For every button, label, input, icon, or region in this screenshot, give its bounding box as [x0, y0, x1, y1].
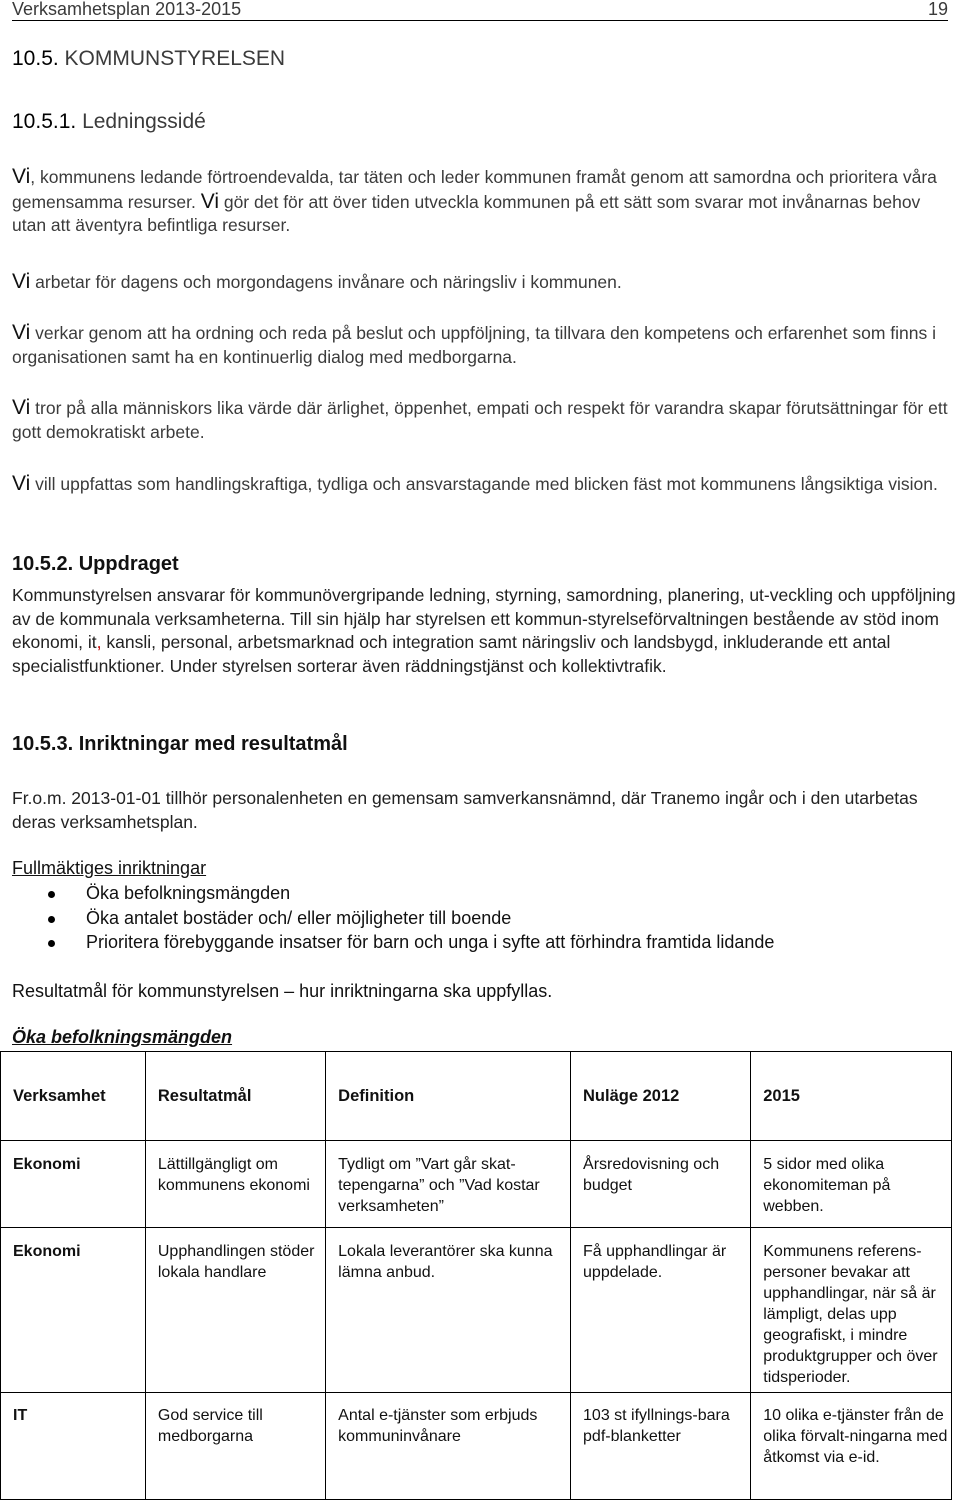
fullmaktige-heading: Fullmäktiges inriktningar	[12, 858, 207, 878]
table-cell: Antal e-tjänster som erbjuds kommuninvånare	[326, 1393, 571, 1500]
table-cell: 5 sidor med olika ekonomiteman på webben.	[751, 1141, 952, 1228]
vision-paragraph: Vi arbetar för dagens och morgondagens invånare och näringsliv i kommunen.	[12, 270, 622, 293]
document-title: Verksamhetsplan 2013-2015	[12, 0, 242, 19]
vision-paragraph: Vi vill uppfattas som handlingskraftiga, tydliga och ansvarstagande med blicken fäst mot kommunens långsiktiga vision.	[12, 472, 938, 495]
heading-kommunstyrelsen: 10.5. KOMMUNSTYRELSEN	[12, 47, 286, 70]
table-cell: Ekonomi	[1, 1228, 146, 1393]
resultatmal-line: Resultatmål för kommunstyrelsen – hur inriktningarna ska uppfyllas.	[12, 981, 553, 1001]
table-cell: God service till medborgarna	[145, 1393, 325, 1500]
column-header: Resultatmål	[145, 1052, 325, 1141]
table-cell: Årsredovisning och budget	[571, 1141, 751, 1228]
table-cell: Lokala leverantörer ska kunna lämna anbud.	[326, 1228, 571, 1393]
header-rule	[12, 20, 948, 21]
column-header: Definition	[326, 1052, 571, 1141]
table-cell: Upphandlingen stöder lokala handlare	[145, 1228, 325, 1393]
heading-uppdraget: 10.5.2. Uppdraget	[12, 553, 179, 575]
column-header: Verksamhet	[1, 1052, 146, 1141]
table-row	[1, 1393, 952, 1500]
heading-inriktningar: 10.5.3. Inriktningar med resultatmål	[12, 733, 348, 755]
table-cell: 103 st ifyllnings-bara pdf-blanketter	[571, 1393, 751, 1500]
table-row	[1, 1228, 952, 1393]
bullet-icon	[48, 940, 55, 947]
table-cell: Kommunens referens-personer bevakar att upphandlingar, när så är lämpligt, delas upp geografiskt, i mindre produktgrupper och över tidsperioder.	[751, 1228, 952, 1393]
heading-ledningsside: 10.5.1. Ledningssidé	[12, 110, 206, 133]
goals-table	[0, 1051, 952, 1500]
page-number: 19	[927, 0, 948, 19]
table-cell: Tydligt om ”Vart går skat-tepengarna” och ”Vad kostar verksamheten”	[326, 1141, 571, 1228]
table-cell: Ekonomi	[1, 1141, 146, 1228]
table-cell: Lättillgängligt om kommunens ekonomi	[145, 1141, 325, 1228]
vision-paragraph: Vi verkar genom att ha ordning och reda på beslut och uppföljning, ta tillvara den kompetens och erfarenhet som finns i organisationen samt ha en kontinuerlig dialog med medborgarna.	[12, 321, 936, 367]
table-cell: Få upphandlingar är uppdelade.	[571, 1228, 751, 1393]
bullet-icon	[48, 916, 55, 923]
page-header	[12, 0, 948, 22]
vision-paragraph: Vi tror på alla människors lika värde där ärlighet, öppenhet, empati och respekt för varandra skapar förutsättningar för ett gott demokratiskt arbete.	[12, 396, 948, 442]
table-header-row	[1, 1052, 952, 1141]
column-header: Nuläge 2012	[571, 1052, 751, 1141]
vision-paragraph: Vi, kommunens ledande förtroendevalda, tar täten och leder kommunen framåt genom att samordna och prioritera våra gemensamma resurser. Vi gör det för att över tiden utveckla kommunen på ett sätt som svarar mot invånarnas behov utan att äventyra befintliga resurser.	[12, 165, 937, 235]
inriktningar-paragraph: Fr.o.m. 2013-01-01 tillhör personalenheten en gemensam samverkansnämnd, där Tranemo ingår och i den utarbetas deras verksamhetsplan.	[12, 788, 918, 832]
uppdraget-paragraph: Kommunstyrelsen ansvarar för kommunövergripande ledning, styrning, samordning, planering, ut-veckling och uppföljning av de kommunala verksamheterna. Till sin hjälp har styrelsen ett kommun-styrelseförvaltningen bestående av stöd inom ekonomi, it, kansli, personal, arbetsmarknad och integration samt näringsliv och landsbygd, inkluderande ett antal specialistfunktioner. Under styrelsen sorterar även räddningstjänst och kollektivtrafik.	[12, 585, 956, 676]
table-row	[1, 1141, 952, 1228]
bullet-icon	[48, 891, 55, 898]
column-header: 2015	[751, 1052, 952, 1141]
table-cell: 10 olika e-tjänster från de olika förvalt-ningarna med åtkomst via e-id.	[751, 1393, 952, 1500]
table-cell: IT	[1, 1393, 146, 1500]
section-heading: Öka befolkningsmängden	[12, 1027, 233, 1047]
